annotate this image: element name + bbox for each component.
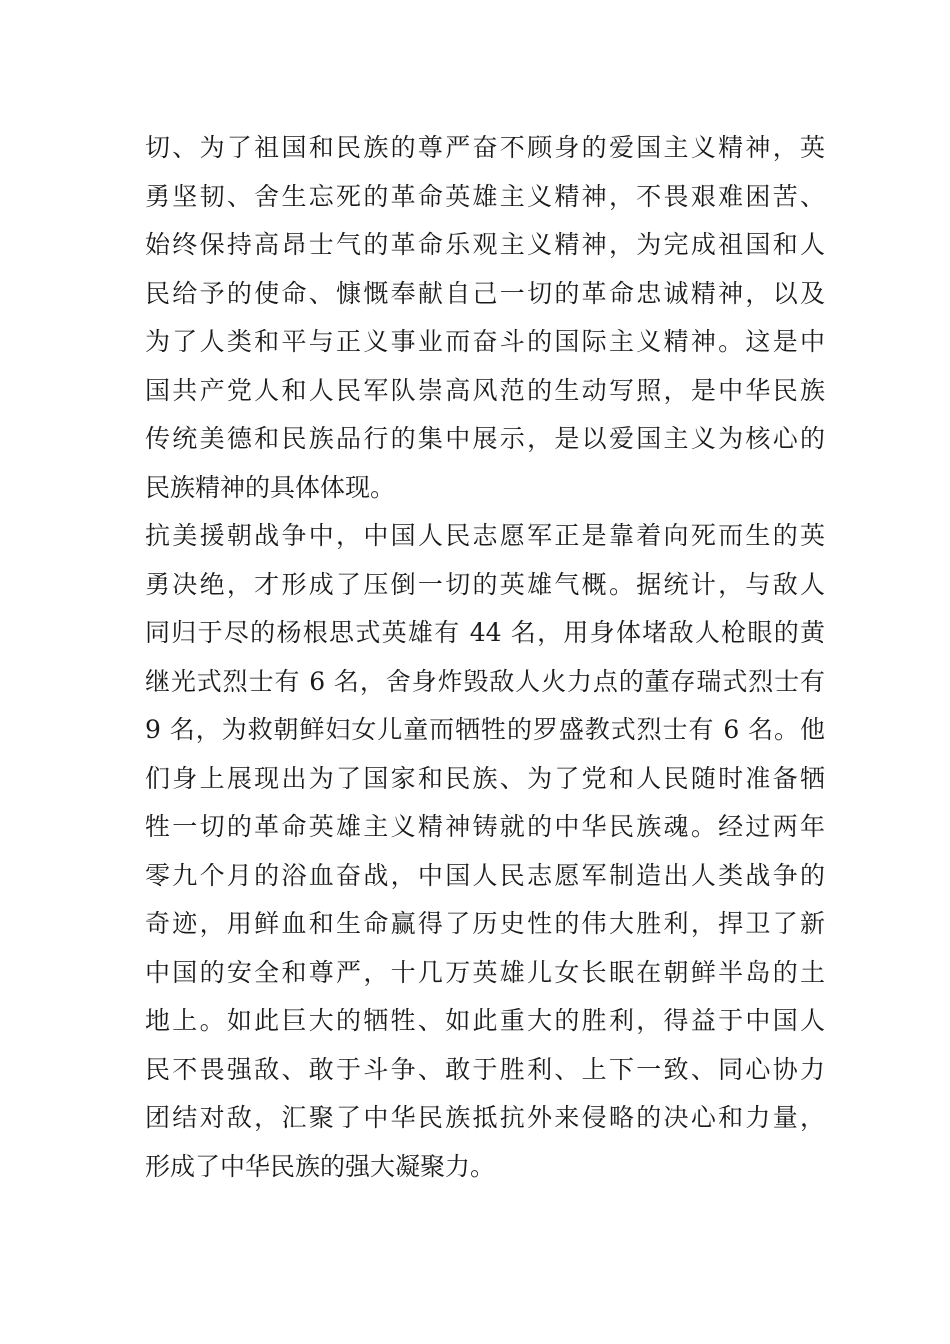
text-line: 切、为了祖国和民族的尊严奋不顾身的爱国主义精神，英 <box>145 133 825 162</box>
text-line: 勇坚韧、舍生忘死的革命英雄主义精神，不畏艰难困苦、 <box>145 181 825 211</box>
text-line: 为了人类和平与正义事业而奋斗的国际主义精神。这是中 <box>145 327 825 356</box>
text-line: 民给予的使命、慷慨奉献自己一切的革命忠诚精神，以及 <box>145 278 825 308</box>
text-line: 9 名，为救朝鲜妇女儿童而牺牲的罗盛教式烈士有 6 名。他 <box>145 715 825 744</box>
text-line: 勇决绝，才形成了压倒一切的英雄气概。据统计，与敌人 <box>145 569 825 599</box>
text-line: 们身上展现出为了国家和民族、为了党和人民随时准备牺 <box>145 763 825 793</box>
text-line: 国共产党人和人民军队崇高风范的生动写照，是中华民族 <box>145 375 825 405</box>
text-line: 零九个月的浴血奋战，中国人民志愿军制造出人类战争的 <box>145 860 825 890</box>
text-line: 奇迹，用鲜血和生命赢得了历史性的伟大胜利，捍卫了新 <box>145 909 825 938</box>
text-line: 同归于尽的杨根思式英雄有 44 名，用身体堵敌人枪眼的黄 <box>145 618 825 647</box>
paragraph-2 <box>145 512 825 1191</box>
text-line: 地上。如此巨大的牺牲、如此重大的胜利，得益于中国人 <box>145 1006 825 1035</box>
text-line: 民不畏强敌、敢于斗争、敢于胜利、上下一致、同心协力 <box>145 1054 825 1084</box>
text-line: 民族精神的具体体现。 <box>145 472 396 502</box>
text-line: 牲一切的革命英雄主义精神铸就的中华民族魂。经过两年 <box>145 812 825 841</box>
paragraph-1 <box>145 124 825 512</box>
document-body <box>145 124 825 1191</box>
text-line: 形成了中华民族的强大凝聚力。 <box>145 1151 496 1181</box>
text-line: 抗美援朝战争中，中国人民志愿军正是靠着向死而生的英 <box>145 521 825 550</box>
text-line: 中国的安全和尊严，十几万英雄儿女长眠在朝鲜半岛的土 <box>145 957 825 987</box>
text-line: 始终保持高昂士气的革命乐观主义精神，为完成祖国和人 <box>145 230 825 259</box>
text-line: 团结对敌，汇聚了中华民族抵抗外来侵略的决心和力量， <box>145 1103 825 1132</box>
text-line: 继光式烈士有 6 名，舍身炸毁敌人火力点的董存瑞式烈士有 <box>145 666 825 696</box>
text-line: 传统美德和民族品行的集中展示，是以爱国主义为核心的 <box>145 424 825 453</box>
